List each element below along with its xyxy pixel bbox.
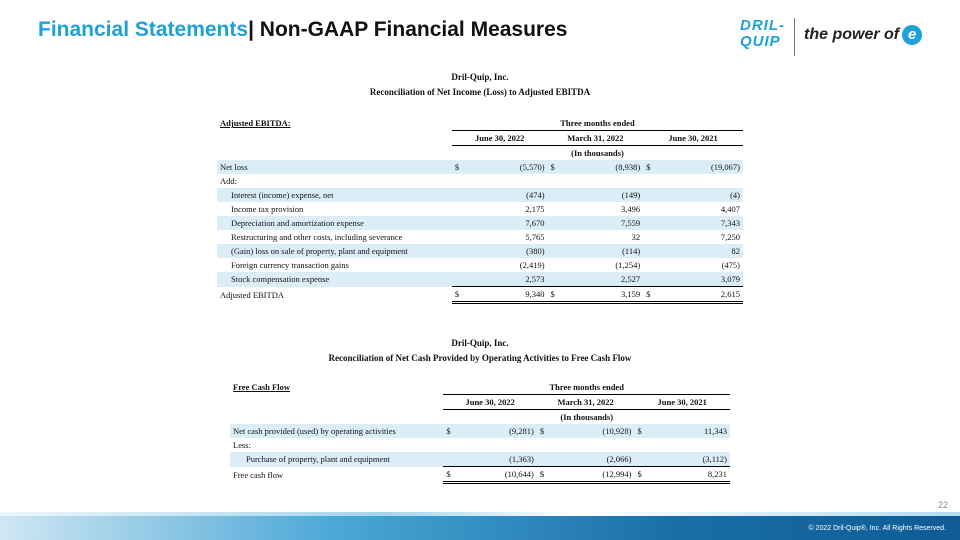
row-label: Income tax provision — [231, 204, 304, 214]
row-label: Interest (income) expense, net — [217, 188, 452, 202]
cell-value: 3,079 — [660, 272, 743, 287]
table-row — [217, 258, 743, 272]
units-label: (In thousands) — [560, 412, 614, 422]
column-header: June 30, 2022 — [452, 131, 548, 146]
period-label: Three months ended — [549, 382, 624, 392]
row-label: Foreign currency transaction gains — [231, 260, 349, 270]
logo-mark: DRIL-QUIP — [740, 17, 785, 50]
section-label: Adjusted EBITDA: — [220, 118, 291, 129]
section-label: Free Cash Flow — [233, 382, 290, 393]
row-label: Depreciation and amortization expense — [217, 216, 452, 230]
total-row — [230, 467, 730, 483]
cell-value: (10,928) — [553, 424, 634, 438]
cell-value: 32 — [631, 232, 641, 242]
cell-value: (1,363) — [460, 452, 537, 467]
table-row — [217, 188, 743, 202]
currency-symbol: $ — [537, 467, 553, 483]
cell-value: 7,670 — [469, 216, 548, 230]
table-row — [217, 230, 743, 244]
row-label: Less: — [233, 440, 251, 450]
currency-symbol: $ — [443, 424, 459, 438]
currency-symbol: $ — [643, 160, 660, 174]
ebitda-table-title: Reconciliation of Net Income (Loss) to Adjusted EBITDA — [369, 87, 591, 97]
currency-symbol: $ — [643, 287, 660, 303]
cell-value: (380) — [469, 244, 548, 258]
table-row — [217, 216, 743, 230]
period-label: Three months ended — [560, 118, 635, 128]
page-title-secondary: | Non-GAAP Financial Measures — [248, 18, 568, 41]
row-label: Net loss — [217, 160, 452, 174]
fcf-table-title: Reconciliation of Net Cash Provided by Operating Activities to Free Cash Flow — [328, 353, 632, 363]
row-label: Add: — [220, 176, 237, 186]
row-label: Net cash provided (used) by operating activities — [230, 424, 443, 438]
table-row — [217, 272, 743, 287]
row-label: Restructuring and other costs, including severance — [231, 232, 403, 242]
currency-symbol: $ — [537, 424, 553, 438]
cell-value: (2,419) — [519, 260, 545, 270]
cell-value: 82 — [660, 244, 743, 258]
fcf-company-name: Dril-Quip, Inc. — [451, 338, 509, 348]
cell-value: 9,340 — [469, 287, 548, 303]
cell-value: 5,765 — [525, 232, 545, 242]
cell-value: (8,938) — [564, 160, 643, 174]
currency-symbol: $ — [548, 287, 565, 303]
ebitda-table — [217, 116, 743, 304]
cell-value: (10,644) — [460, 467, 537, 483]
cell-value: 8,231 — [651, 467, 730, 483]
cell-value: (19,067) — [660, 160, 743, 174]
cell-value: 4,407 — [720, 204, 740, 214]
currency-symbol: $ — [548, 160, 565, 174]
units-row — [230, 410, 730, 425]
cell-value: (475) — [721, 260, 740, 270]
currency-symbol: $ — [634, 424, 650, 438]
cell-value: 2,615 — [660, 287, 743, 303]
row-label: Adjusted EBITDA — [220, 289, 284, 300]
cell-value: (3,112) — [651, 452, 730, 467]
row-label: Free cash flow — [233, 469, 284, 480]
column-header: June 30, 2021 — [643, 131, 743, 146]
logo-e-icon: e — [902, 25, 922, 45]
cell-value: 2,573 — [469, 272, 548, 287]
cell-value: 3,159 — [564, 287, 643, 303]
column-header: June 30, 2022 — [443, 395, 536, 410]
column-header: March 31, 2022 — [548, 131, 644, 146]
table-row — [217, 116, 743, 131]
table-row — [230, 424, 730, 438]
ebitda-company-name: Dril-Quip, Inc. — [451, 72, 509, 82]
cell-value: (149) — [564, 188, 643, 202]
column-header: June 30, 2021 — [634, 395, 730, 410]
table-row — [230, 438, 730, 452]
cell-value: 3,496 — [621, 204, 641, 214]
column-header-row — [217, 131, 743, 146]
units-row — [217, 146, 743, 161]
cell-value: (2,066) — [553, 452, 634, 467]
table-row — [230, 380, 730, 395]
cell-value: 7,343 — [660, 216, 743, 230]
page-title-primary: Financial Statements — [38, 18, 249, 41]
logo-tagline-text: the power of — [804, 26, 900, 44]
cell-value: (1,254) — [615, 260, 641, 270]
units-label: (In thousands) — [571, 148, 624, 158]
currency-symbol: $ — [452, 160, 469, 174]
row-label: Stock compensation expense — [217, 272, 452, 287]
cell-value: (5,570) — [469, 160, 548, 174]
cell-value: (114) — [564, 244, 643, 258]
row-label: Purchase of property, plant and equipment — [230, 452, 443, 467]
cell-value: 11,343 — [651, 424, 730, 438]
table-row — [217, 174, 743, 188]
cell-value: (474) — [469, 188, 548, 202]
copyright-notice: © 2022 Dril-Quip®, Inc. All Rights Reserved. — [808, 525, 946, 532]
cell-value: 2,175 — [525, 204, 545, 214]
cell-value: (4) — [660, 188, 743, 202]
cell-value: (9,281) — [460, 424, 537, 438]
cell-value: 7,559 — [564, 216, 643, 230]
cell-value: 2,527 — [564, 272, 643, 287]
row-label: (Gain) loss on sale of property, plant and equipment — [217, 244, 452, 258]
page-number: 22 — [937, 500, 948, 510]
page-title — [38, 18, 567, 42]
table-row — [217, 244, 743, 258]
currency-symbol: $ — [452, 287, 469, 303]
table-row — [217, 202, 743, 216]
logo-divider — [794, 18, 795, 56]
cell-value: (12,994) — [553, 467, 634, 483]
column-header-row — [230, 395, 730, 410]
table-row — [230, 452, 730, 467]
currency-symbol: $ — [443, 467, 459, 483]
currency-symbol: $ — [634, 467, 650, 483]
fcf-table — [230, 380, 730, 484]
logo-tagline — [804, 25, 922, 45]
column-header: March 31, 2022 — [537, 395, 635, 410]
table-row — [217, 160, 743, 174]
cell-value: 7,250 — [720, 232, 740, 242]
total-row — [217, 287, 743, 303]
company-logo — [740, 16, 930, 60]
